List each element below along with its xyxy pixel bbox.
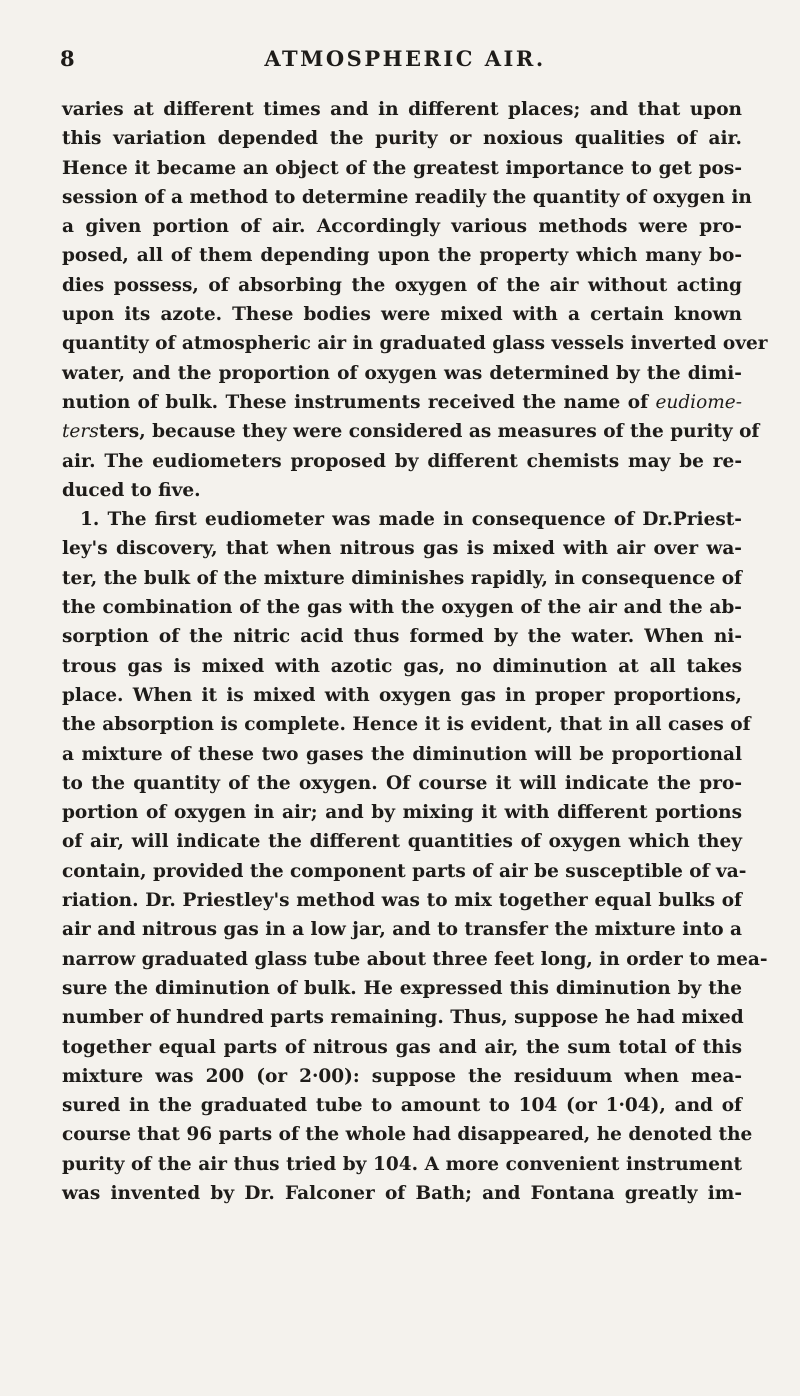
text-line (62, 417, 760, 446)
text-line: purity of the air thus tried by 104. A more convenient instrument (62, 1153, 742, 1175)
text-line: to the quantity of the oxygen. Of course it will indicate the pro- (62, 772, 742, 794)
text-line: ter, the bulk of the mixture diminishes rapidly, in consequence of (62, 567, 742, 589)
italic-term: ters (62, 421, 99, 443)
text-line: upon its azote. These bodies were mixed with a certain known (62, 304, 742, 326)
text-line: narrow graduated glass tube about three feet long, in order to mea- (62, 948, 768, 970)
text-segment: ters, because they were considered as measures of the purity of (98, 421, 760, 443)
text-line: Hence it became an object of the greatest importance to get pos- (62, 157, 742, 179)
text-line: session of a method to determine readily the quantity of oxygen in (62, 186, 752, 208)
text-line: a mixture of these two gases the diminution will be proportional (62, 743, 742, 765)
text-line: quantity of atmospheric air in graduated glass vessels inverted over (62, 333, 768, 355)
text-line: contain, provided the component parts of air be susceptible of va- (62, 860, 747, 882)
text-line: posed, all of them depending upon the property which many bo- (62, 245, 742, 267)
text-line: the combination of the gas with the oxygen of the air and the ab- (62, 597, 742, 619)
text-line: sorption of the nitric acid thus formed by the water. When ni- (62, 626, 742, 648)
text-line: number of hundred parts remaining. Thus, suppose he had mixed (62, 1007, 744, 1029)
text-line: sured in the graduated tube to amount to 104 (or 1·04), and of (62, 1095, 742, 1117)
text-line: air. The eudiometers proposed by different chemists may be re- (62, 450, 742, 472)
text-line: course that 96 parts of the whole had disappeared, he denoted the (62, 1124, 753, 1146)
text-line: air and nitrous gas in a low jar, and to transfer the mixture into a (62, 919, 743, 941)
page-number: 8 (60, 46, 76, 71)
italic-term: eudiome- (655, 391, 742, 413)
text-line: ley's discovery, that when nitrous gas is mixed with air over wa- (62, 538, 742, 560)
text-line: trous gas is mixed with azotic gas, no diminution at all takes (62, 655, 742, 677)
text-line: 1. The first eudiometer was made in consequence of Dr.Priest- (80, 509, 742, 531)
text-line: dies possess, of absorbing the oxygen of the air without acting (62, 274, 742, 296)
text-line: mixture was 200 (or 2·00): suppose the residuum when mea- (62, 1065, 742, 1087)
text-line: sure the diminution of bulk. He expressed this diminution by the (62, 977, 742, 999)
text-line: water, and the proportion of oxygen was determined by the dimi- (62, 362, 742, 384)
text-line: was invented by Dr. Falconer of Bath; and Fontana greatly im- (62, 1182, 742, 1204)
page-header (60, 46, 750, 76)
text-line: a given portion of air. Accordingly various methods were pro- (62, 216, 742, 238)
text-line: portion of oxygen in air; and by mixing it with different portions (62, 802, 742, 824)
running-head: ATMOSPHERIC AIR. (264, 46, 546, 71)
text-line: the absorption is complete. Hence it is evident, that in all cases of (62, 714, 751, 736)
body-text (62, 95, 768, 1208)
text-line (62, 388, 742, 417)
text-line: together equal parts of nitrous gas and air, the sum total of this (62, 1036, 742, 1058)
text-segment: nution of bulk. These instruments received the name of (62, 391, 649, 413)
text-line: place. When it is mixed with oxygen gas in proper proportions, (62, 684, 742, 706)
text-line: duced to five. (62, 479, 201, 501)
text-line: of air, will indicate the different quantities of oxygen which they (62, 831, 742, 853)
text-line: riation. Dr. Priestley's method was to mix together equal bulks of (62, 890, 742, 912)
text-line: varies at different times and in different places; and that upon (62, 99, 742, 120)
text-line: this variation depended the purity or noxious qualities of air. (62, 128, 742, 150)
